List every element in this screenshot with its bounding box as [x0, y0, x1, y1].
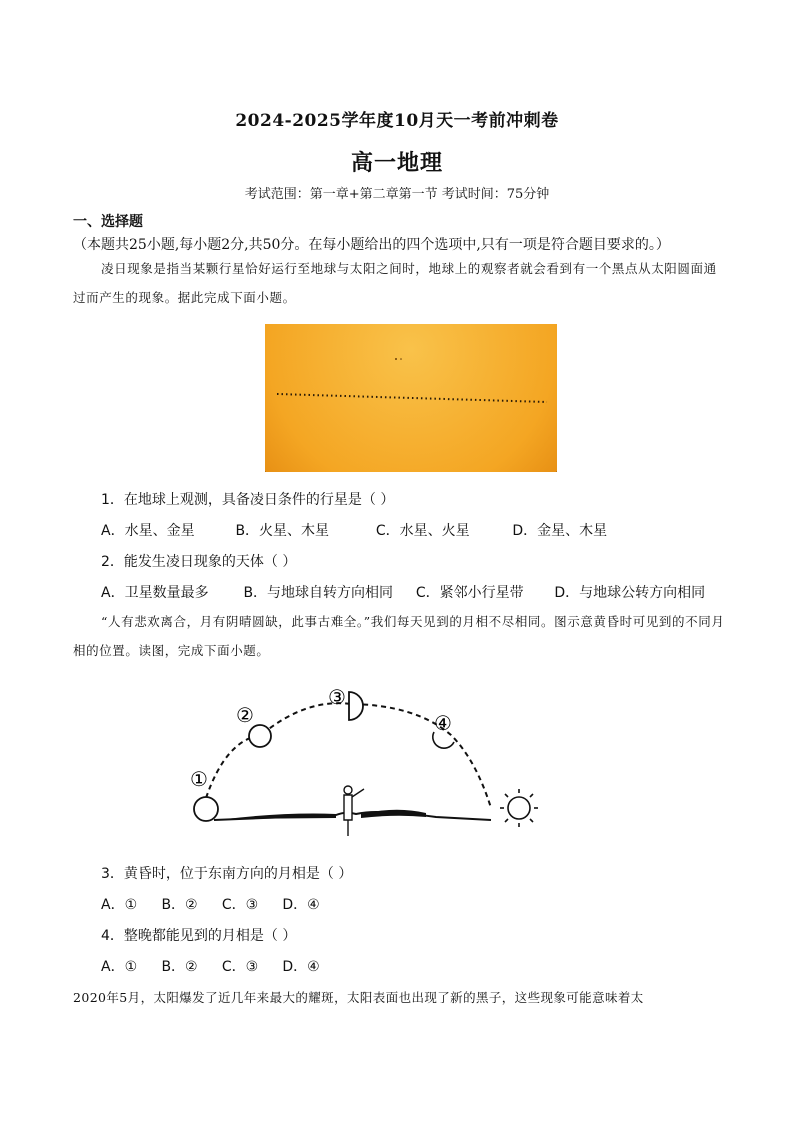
- sun-icon: [500, 789, 538, 827]
- option-b[interactable]: B．与地球自转方向相同: [243, 585, 394, 601]
- option-c[interactable]: C．水星、火星: [375, 523, 470, 539]
- option-a[interactable]: A．卫星数量最多: [101, 585, 209, 601]
- option-d[interactable]: D．与地球公转方向相同: [554, 585, 706, 601]
- option-c[interactable]: C．紧邻小行星带: [415, 585, 524, 601]
- sunspot: [395, 358, 397, 360]
- moon-gibbous: [249, 725, 271, 747]
- option-a[interactable]: A．水星、金星: [101, 523, 195, 539]
- subject-title: 高一地理: [350, 150, 443, 176]
- option-c[interactable]: C．③: [221, 897, 259, 913]
- ground-shadow: [361, 810, 426, 818]
- question-4: 4．整晚都能见到的月相是（ ）: [101, 928, 297, 944]
- section-description: （本题共25小题,每小题2分,共50分。在每小题给出的四个选项中,只有一项是符合题目要求的。）: [73, 237, 670, 253]
- moon-phase-diagram: [186, 680, 546, 842]
- sun-transit-svg: [265, 324, 557, 472]
- exam-info: 考试范围：第一章+第二章第一节 考试时间：75分钟: [244, 187, 550, 202]
- option-d[interactable]: D．④: [282, 897, 320, 913]
- section-heading: [73, 211, 733, 257]
- option-c[interactable]: C．③: [221, 959, 259, 975]
- observer-person: [344, 786, 364, 836]
- question-2-options: [101, 582, 705, 602]
- option-a[interactable]: A．①: [101, 959, 138, 975]
- ground-shadow: [226, 814, 336, 819]
- question-4-options: [101, 956, 320, 976]
- question-3-options: [101, 894, 320, 914]
- sun-disk: [265, 324, 557, 472]
- moon-full: [194, 797, 218, 821]
- label-3: ③: [328, 685, 346, 709]
- passage-moon: “人有悲欢离合，月有阴晴圆缺，此事古难全。”我们每天见到的月相不尽相同。图示意黄昏时可见到的不同月相的位置。读图，完成下面小题。: [73, 614, 725, 658]
- question-1: 1．在地球上观测，具备凌日条件的行星是（ ）: [101, 492, 395, 508]
- option-b[interactable]: B．②: [161, 959, 198, 975]
- option-d[interactable]: D．④: [282, 959, 320, 975]
- sunspot: [400, 358, 402, 360]
- section-title: 一、选择题: [73, 214, 143, 230]
- option-d[interactable]: D．金星、木星: [512, 523, 608, 539]
- moon-quarter: [349, 692, 363, 720]
- question-3: 3．黄昏时，位于东南方向的月相是（ ）: [101, 866, 353, 882]
- passage-transit: 凌日现象是指当某颗行星恰好运行至地球与太阳之间时，地球上的观察者就会看到有一个黑点从太阳圆面通过而产生的现象。据此完成下面小题。: [73, 261, 717, 305]
- label-4: ④: [434, 711, 452, 735]
- question-2: 2．能发生凌日现象的天体（ ）: [101, 554, 297, 570]
- exam-title: 2024-2025学年度10月天一考前冲刺卷: [235, 111, 559, 131]
- question-1-options: [101, 520, 607, 540]
- moon-phase-svg: [186, 680, 546, 842]
- sun-transit-image: [265, 324, 557, 472]
- passage-solar: 2020年5月，太阳爆发了近几年来最大的耀斑，太阳表面也出现了新的黑子，这些现象可能意味着太: [73, 990, 644, 1005]
- option-b[interactable]: B．火星、木星: [235, 523, 330, 539]
- label-1: ①: [190, 767, 208, 791]
- label-2: ②: [236, 703, 254, 727]
- option-b[interactable]: B．②: [161, 897, 198, 913]
- option-a[interactable]: A．①: [101, 897, 138, 913]
